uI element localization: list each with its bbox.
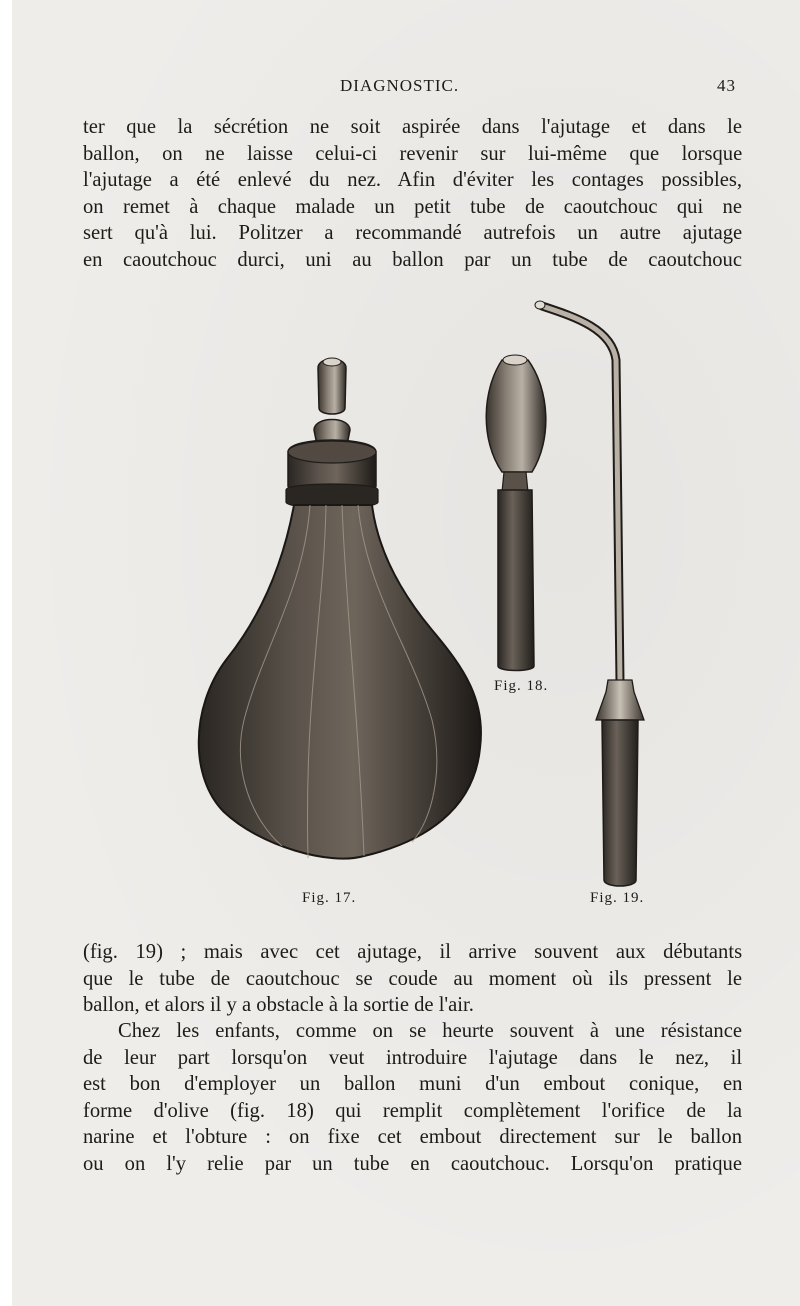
fig18-caption: Fig. 18. — [494, 678, 549, 694]
text-line: sert qu'à lui. Politzer a recommandé autrefois un autre ajutage — [83, 222, 742, 245]
fig17-bulb-drawing — [199, 358, 481, 859]
text-line: en caoutchouc durci, uni au ballon par un tube de caoutchouc — [83, 248, 742, 271]
fig17-caption: Fig. 17. — [302, 890, 357, 906]
paragraph-3 — [83, 1018, 742, 1178]
fig19-caption: Fig. 19. — [590, 890, 645, 906]
text-line: que le tube de caoutchouc se coude au moment où ils pressent le — [83, 967, 742, 990]
figure-plate — [12, 290, 800, 930]
page-number: 43 — [717, 76, 736, 95]
engraving-illustration — [12, 290, 800, 930]
header-title: DIAGNOSTIC. — [340, 76, 460, 95]
text-line: (fig. 19) ; mais avec cet ajutage, il arrive souvent aux débutants — [83, 941, 742, 963]
text-line: ballon, on ne laisse celui-ci revenir sur lui-même que lorsque — [83, 142, 742, 165]
running-header — [12, 72, 800, 102]
paragraph-2 — [83, 939, 742, 1019]
fig18-olive-tip-drawing — [486, 355, 546, 671]
book-page — [12, 0, 800, 1306]
text-line: Chez les enfants, comme on se heurte souvent à une résistance — [118, 1020, 742, 1042]
text-line: l'ajutage a été enlevé du nez. Afin d'éviter les contages possibles, — [83, 169, 742, 192]
text-line: ter que la sécrétion ne soit aspirée dans l'ajutage et dans le — [83, 116, 742, 138]
text-line: ou on l'y relie par un tube en caoutchouc. Lorsqu'on pratique — [83, 1152, 742, 1175]
text-line: forme d'olive (fig. 18) qui remplit complètement l'orifice de la — [83, 1099, 742, 1122]
text-line: est bon d'employer un ballon muni d'un embout conique, en — [83, 1073, 742, 1096]
paragraph-1 — [83, 114, 742, 274]
fig19-curved-tube-drawing — [535, 301, 644, 886]
text-line: de leur part lorsqu'on veut introduire l'ajutage dans le nez, il — [83, 1046, 742, 1069]
text-line: ballon, et alors il y a obstacle à la sortie de l'air. — [83, 994, 474, 1017]
text-line: on remet à chaque malade un petit tube de caoutchouc qui ne — [83, 195, 742, 218]
text-line: narine et l'obture : on fixe cet embout directement sur le ballon — [83, 1126, 742, 1149]
